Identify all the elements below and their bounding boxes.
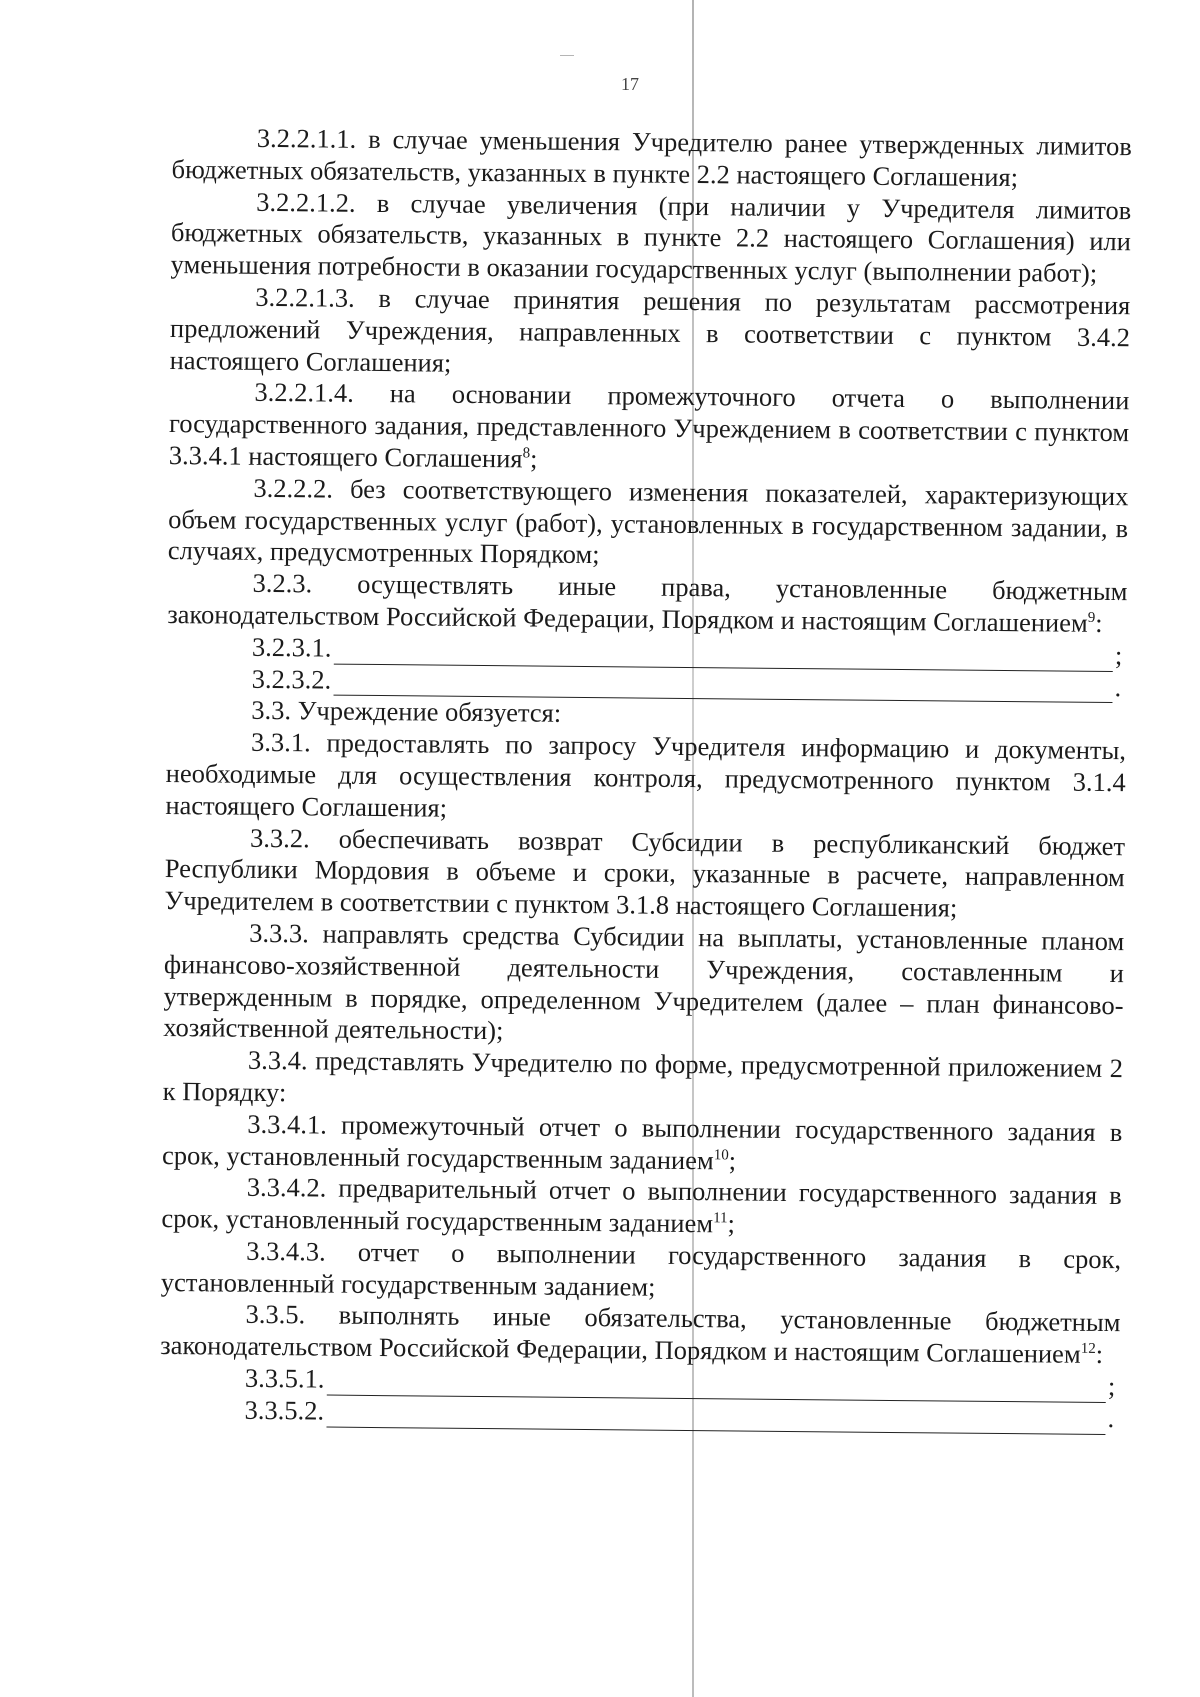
paragraph-3-2-2-1-2: 3.2.2.1.2. в случае увеличения (при наличии у Учредителя лимитов бюджетных обязательств, указанных в пункте 2.2 настоящего Соглашения) или уменьшения потребности в оказании государственных услуг (выполнении работ); — [170, 186, 1132, 289]
paragraph-3-2-2-1-1: 3.2.2.1.1. в случае уменьшения Учредителю ранее утвержденных лимитов бюджетных обязательств, указанных в пункте 2.2 настоящего Соглашения; — [171, 122, 1132, 192]
footnote-ref: 11 — [713, 1210, 728, 1227]
paragraph-3-3-4-2: 3.3.4.2. предварительный отчет о выполнении государственного задания в срок, установленный государственным заданием$^{11}$; — [161, 1172, 1122, 1239]
footnote-ref: 9 — [1087, 609, 1096, 626]
footnote-ref: 12 — [1080, 1341, 1096, 1358]
scan-speck — [560, 55, 574, 56]
paragraph-3-2-2-1-3: 3.2.2.1.3. в случае принятия решения по результатам рассмотрения предложений Учреждения, направленных в соответствии с пунктом 3.4.2 настоящего Соглашения; — [169, 281, 1131, 378]
paragraph-3-3-4-1: 3.3.4.1. промежуточный отчет о выполнении государственного задания в срок, установленный государственным заданием$^{10}$; — [161, 1108, 1123, 1175]
document-body — [159, 122, 1131, 1435]
blank-line-3-3-5-1: 3.3.5.1. ; — [244, 1362, 1116, 1402]
paragraph-3-3: 3.3. Учреждение обязуется: — [251, 695, 562, 729]
blank-line-3-2-3-2: 3.2.3.2. . — [251, 663, 1122, 702]
paragraph-3-3-3: 3.3.3. направлять средства Субсидии на выплаты, установленные планом финансово-хозяйственной деятельности Учреждения, составленным и утвержденным в порядке, определенном Учредителем (далее – план финансово-хозяйственной деятельности); — [163, 917, 1125, 1046]
paragraph-3-3-4-3: 3.3.4.3. отчет о выполнении государственного задания в срок, установленный государственным заданием; — [160, 1235, 1122, 1302]
paragraph-3-2-3: 3.2.3. осуществлять иные права, установленные бюджетным законодательством Российской Федерации, Порядком и настоящим Соглашением$^9$: — [167, 567, 1128, 638]
footnote-ref: 10 — [713, 1146, 729, 1163]
paragraph-3-3-2: 3.3.2. обеспечивать возврат Субсидии в республиканский бюджет Республики Мордовия в объеме и сроки, указанные в расчете, направленном Учредителем в соответствии с пунктом 3.1.8 настоящего Соглашения; — [164, 822, 1126, 923]
page-number: 17 — [621, 74, 639, 94]
paragraph-3-2-2-2: 3.2.2.2. без соответствующего изменения показателей, характеризующих объем государственных услуг (работ), установленных в государственном задании, в случаях, предусмотренных Порядком; — [167, 472, 1129, 570]
footnote-ref: 8 — [522, 445, 531, 462]
blank-line-3-2-3-1: 3.2.3.1. ; — [251, 631, 1123, 670]
paragraph-3-3-5: 3.3.5. выполнять иные обязательства, установленные бюджетным законодательством Российской Федерации, Порядком и настоящим Соглашением$^{12}$: — [160, 1299, 1121, 1370]
paragraph-3-2-2-1-4: 3.2.2.1.4. на основании промежуточного отчета о выполнении государственного задания, представленного Учреждением в соответствии с пунктом 3.3.4.1 настоящего Соглашения$^8$; — [168, 377, 1130, 474]
blank-line-3-3-5-2: 3.3.5.2. . — [244, 1394, 1115, 1433]
paragraph-3-3-1: 3.3.1. предоставлять по запросу Учредителя информацию и документы, необходимые для осуществления контроля, предусмотренного пунктом 3.1.4 настоящего Соглашения; — [165, 726, 1127, 823]
blank-underline — [326, 1404, 1106, 1434]
paragraph-3-3-4: 3.3.4. представлять Учредителю по форме, предусмотренной приложением 2 к Порядку: — [162, 1044, 1124, 1108]
